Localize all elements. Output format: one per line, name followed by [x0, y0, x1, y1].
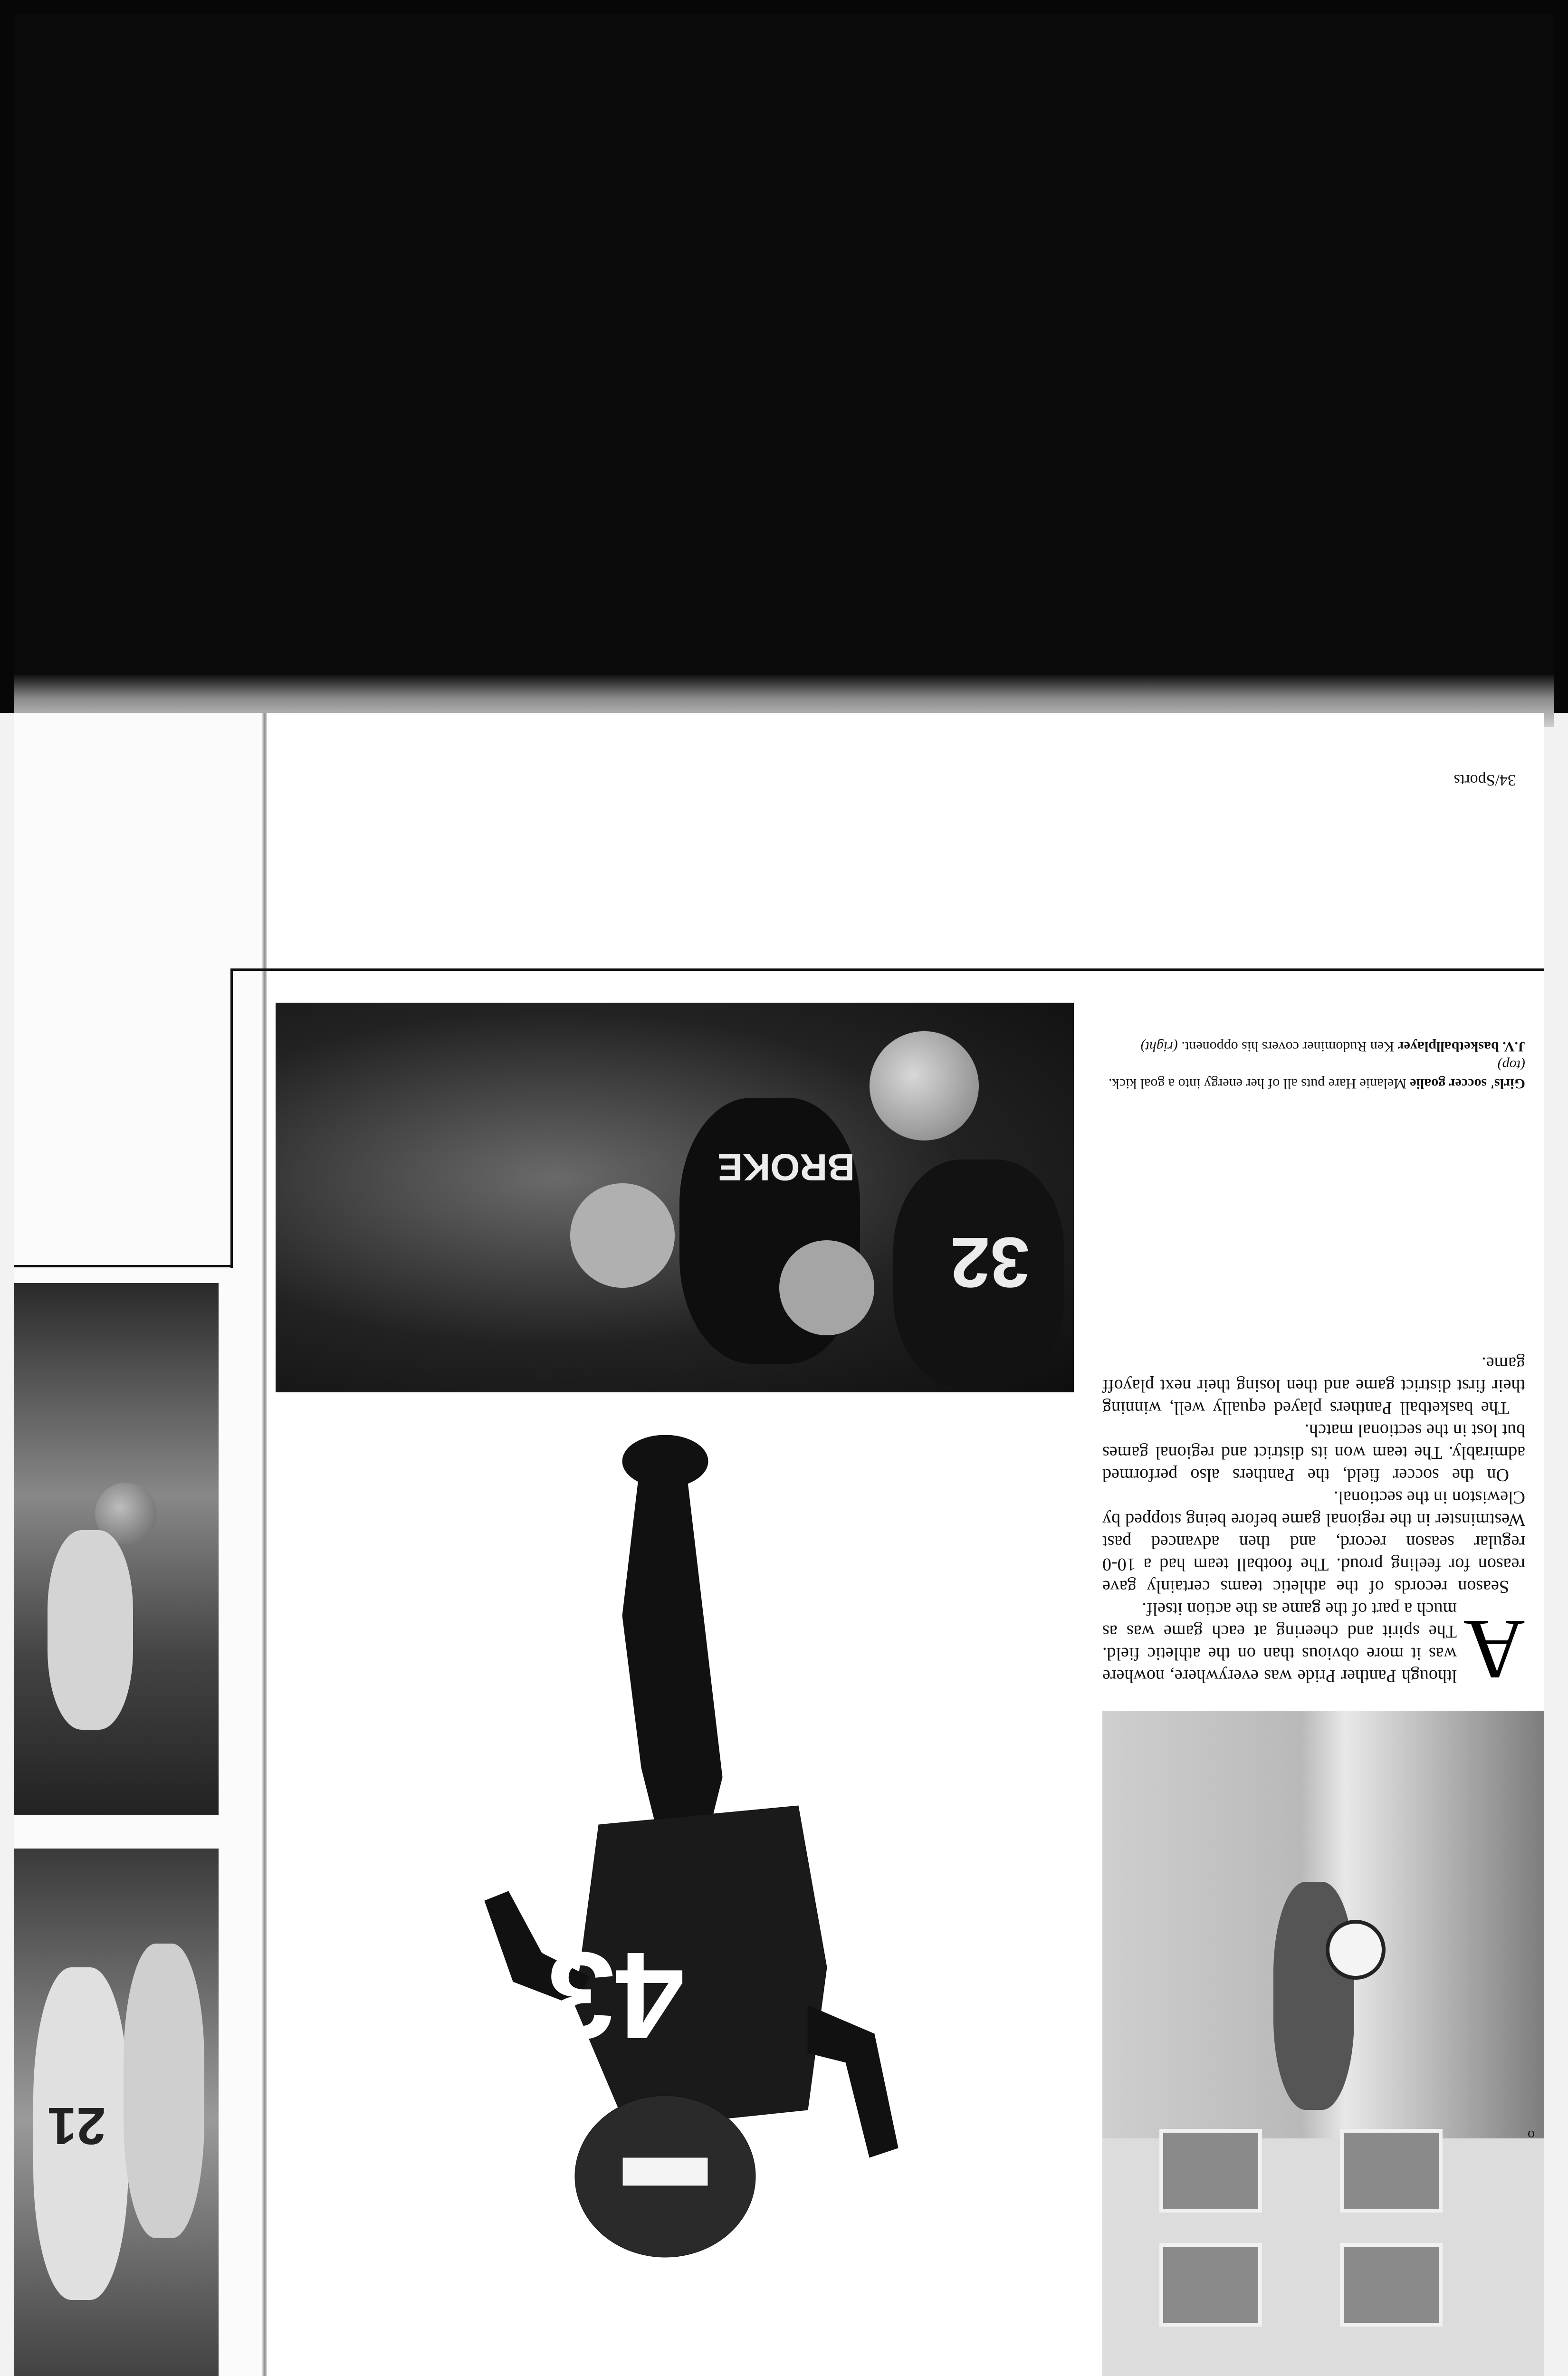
player	[48, 1530, 133, 1730]
left-rule-vertical	[230, 968, 233, 1268]
player-head-right	[779, 1240, 874, 1335]
article-paragraph: Season records of the athletic teams certainly gave reason for feeling proud. The football team had a 10-0 regular season record, and then advanced past Westminster in the regional game before being stopped by Clewiston in the sectional.	[1102, 1487, 1525, 1597]
arm-right	[808, 2005, 898, 2157]
leg-upper	[622, 1454, 722, 1863]
margin-mark: o	[1528, 2127, 1535, 2143]
left-basketball-photo-2	[14, 1849, 219, 2376]
article-body	[1102, 1198, 1525, 1697]
left-rule-lower	[14, 1265, 233, 1267]
window	[1159, 2129, 1262, 2213]
player-head-left	[570, 1183, 675, 1288]
caption-basketball: J.V. basketballplayer Ken Rudominer covers his opponent. (right)	[1140, 1039, 1525, 1054]
jersey-number: 32	[950, 1223, 1030, 1303]
page-folio: 34/Sports	[1453, 771, 1516, 789]
basketball-photo	[276, 1003, 1074, 1392]
soccer-ball	[1326, 1920, 1386, 1980]
cleat	[622, 1435, 708, 1487]
jersey-number: 21	[48, 2097, 106, 2155]
soccer-photo	[1102, 1711, 1544, 2376]
photo-captions	[1102, 998, 1525, 1093]
article-paragraph: On the soccer field, the Panthers also performed admirably. The team won its district and regional games but lost in the sectional match.	[1102, 1420, 1525, 1485]
player	[124, 1944, 204, 2238]
scanner-frame	[14, 14, 1554, 713]
window	[1340, 2243, 1443, 2327]
left-rule-horizontal	[230, 968, 268, 971]
article-paragraph: A lthough Panther Pride was everywhere, nowhere was it more obvious than on the athletic field. The spirit and cheering at each game was as much a part of the game as the action itself.	[1102, 1599, 1525, 1697]
page-gutter	[262, 713, 267, 2376]
caption-soccer: Girls' soccer goalie Melanie Hare puts all of her energy into a goal kick. (top)	[1109, 1057, 1525, 1092]
drop-cap: A	[1463, 1602, 1525, 1697]
horizontal-rule	[266, 968, 1544, 971]
window	[1340, 2129, 1443, 2213]
left-basketball-photo	[14, 1283, 219, 1815]
football-player-illustration	[418, 1435, 1017, 2376]
jersey-lettering: BROKE	[717, 1146, 855, 1188]
illustration-jersey-number: 43	[546, 1926, 684, 2064]
window	[1159, 2243, 1262, 2327]
facemask	[622, 2157, 708, 2186]
article-paragraph: The basketball Panthers played equally well, winning their first district game and then losing their next playoff game.	[1102, 1353, 1525, 1418]
soccer-player	[1273, 1882, 1354, 2110]
basketball	[870, 1031, 979, 1140]
